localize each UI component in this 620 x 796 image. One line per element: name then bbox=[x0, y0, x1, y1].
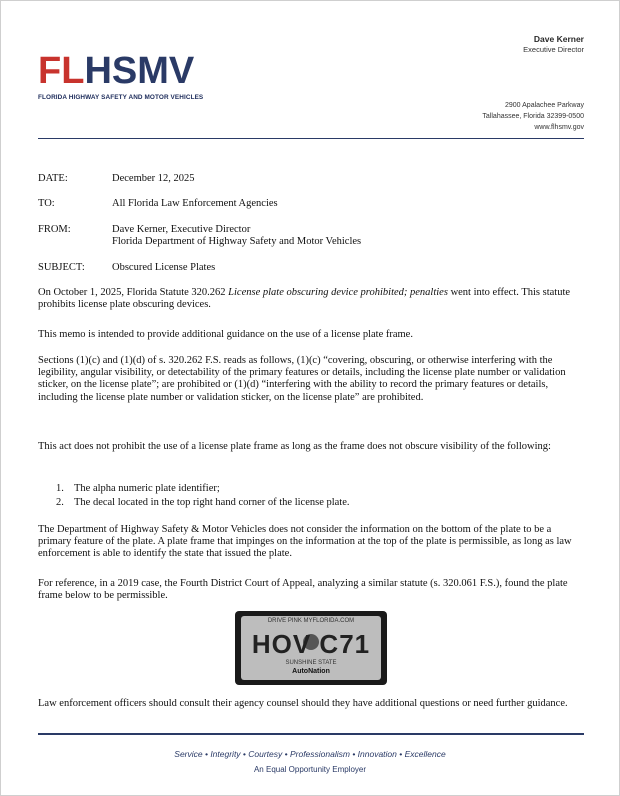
list-number: 2. bbox=[56, 497, 64, 508]
date-value: December 12, 2025 bbox=[112, 173, 195, 184]
list-text: The decal located in the top right hand corner of the license plate. bbox=[74, 497, 350, 508]
address-block bbox=[482, 100, 584, 133]
subject-value: Obscured License Plates bbox=[112, 262, 216, 273]
from-value-line1: Dave Kerner, Executive Director bbox=[112, 224, 251, 235]
header-divider bbox=[38, 138, 584, 139]
paragraph-1 bbox=[38, 287, 586, 311]
p7-text: Law enforcement officers should consult their agency counsel should they have additional questions or need further guidance. bbox=[38, 698, 568, 709]
paragraph-4 bbox=[38, 441, 586, 453]
footer-eoe: An Equal Opportunity Employer bbox=[253, 765, 367, 774]
p1-start: On October 1, 2025, Florida Statute 320.262 bbox=[38, 287, 229, 298]
list-number: 1. bbox=[56, 483, 64, 494]
address-street: 2900 Apalachee Parkway bbox=[505, 102, 584, 109]
to-value: All Florida Law Enforcement Agencies bbox=[112, 198, 278, 209]
date-label: DATE: bbox=[38, 173, 68, 184]
from-value-line2: Florida Department of Highway Safety and Motor Vehicles bbox=[112, 236, 362, 247]
footer-divider bbox=[38, 733, 584, 735]
p1-end: went into effect. This statute prohibits license plate obscuring devices. bbox=[38, 287, 571, 311]
plate-top-text: DRIVE PINK MYFLORIDA.COM bbox=[267, 618, 355, 624]
logo-wordmark bbox=[38, 52, 216, 90]
license-plate-photo bbox=[235, 611, 387, 685]
address-city: Tallahassee, Florida 32399-0500 bbox=[482, 113, 584, 120]
paragraph-5 bbox=[38, 524, 586, 561]
list-item bbox=[56, 496, 350, 509]
director-name: Dave Kerner bbox=[533, 34, 584, 44]
p3-text: Sections (1)(c) and (1)(d) of s. 320.262 F.S. reads as follows, (1)(c) “covering, obscuring, or otherwise interfering with the legibility, angular visibility, or detectability of the primary features or details, including the license plate number or validation sticker, on the license plate”; are prohibited or (1)(d) “interfering with the ability to record the primary features or details, including the license plate number or validation sticker, on the license plate” are prohibited. bbox=[38, 355, 566, 403]
p4-text: This act does not prohibit the use of a license plate frame as long as the frame does not obscure visibility of the following: bbox=[38, 441, 551, 452]
p2-text: This memo is intended to provide additional guidance on the use of a license plate frame. bbox=[38, 329, 413, 340]
paragraph-6 bbox=[38, 578, 586, 602]
director-title: Executive Director bbox=[523, 45, 584, 54]
flhsmv-logo bbox=[38, 52, 216, 110]
plate-frame-dealer: AutoNation bbox=[292, 668, 330, 675]
p5-text: The Department of Highway Safety & Motor Vehicles does not consider the information on the bottom of the plate to be a primary feature of the plate. A plate frame that impinges on the information at the top of the plate is permissible, as long as law enforcement is able to identify the state that issued the plate. bbox=[38, 524, 572, 560]
p1-statute-title: License plate obscuring device prohibited; penalties bbox=[228, 287, 448, 298]
logo-subtitle: FLORIDA HIGHWAY SAFETY AND MOTOR VEHICLES bbox=[38, 94, 204, 101]
list-text: The alpha numeric plate identifier; bbox=[74, 483, 220, 494]
paragraph-2 bbox=[38, 329, 586, 341]
plate-bottom-text: SUNSHINE STATE bbox=[285, 660, 337, 666]
website-link[interactable]: www.flhsmv.gov bbox=[534, 124, 584, 131]
paragraph-7 bbox=[38, 698, 586, 710]
to-label: TO: bbox=[38, 198, 55, 209]
list-item bbox=[56, 482, 220, 495]
plate-number: HOV C71 bbox=[251, 629, 371, 659]
from-label: FROM: bbox=[38, 224, 71, 235]
p6-text: For reference, in a 2019 case, the Fourth District Court of Appeal, analyzing a similar statute (s. 320.061 F.S.), found the plate frame below to be permissible. bbox=[38, 578, 568, 602]
director-block bbox=[523, 34, 584, 54]
paragraph-3 bbox=[38, 355, 586, 404]
logo-fl: FL bbox=[38, 50, 85, 92]
footer-values: Service • Integrity • Courtesy • Professionalism • Innovation • Excellence bbox=[174, 749, 446, 759]
logo-hsmv: HSMV bbox=[84, 50, 195, 92]
subject-label: SUBJECT: bbox=[38, 262, 85, 273]
license-plate bbox=[241, 616, 381, 680]
